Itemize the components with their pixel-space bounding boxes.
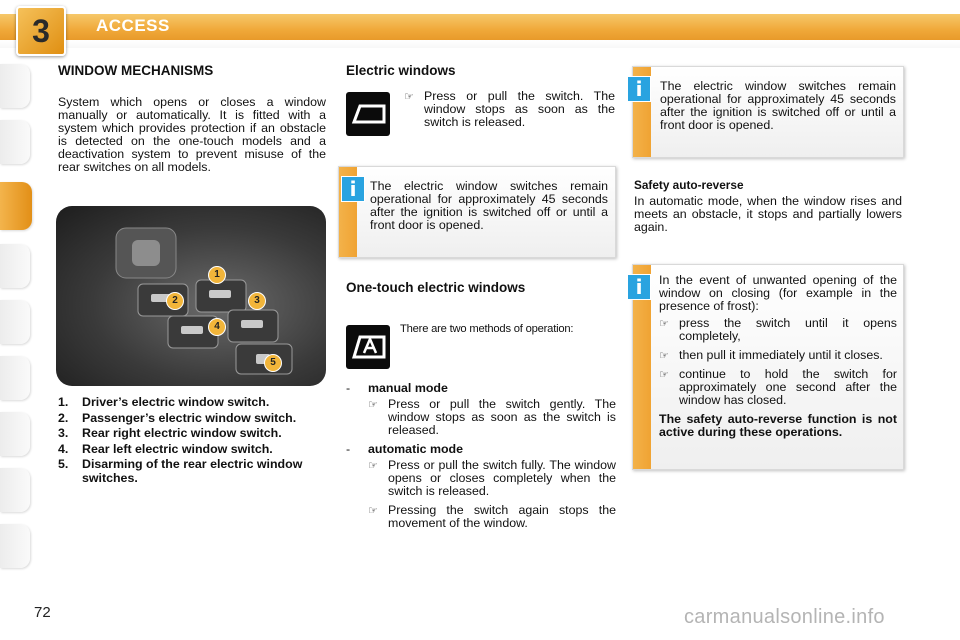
item-number: 2. xyxy=(58,410,69,425)
chapter-tab-active[interactable] xyxy=(0,182,32,230)
callout-4: 4 xyxy=(208,318,226,336)
bullet-text: then pull it immediately until it closes. xyxy=(679,348,883,362)
item-number: 4. xyxy=(58,441,69,456)
callout-1: 1 xyxy=(208,266,226,284)
window-switch-icon xyxy=(346,92,390,136)
one-touch-intro: There are two methods of operation: xyxy=(400,323,574,335)
switch-legend-list xyxy=(58,396,328,487)
section-heading-window-mechanisms: WINDOW MECHANISMS xyxy=(58,63,214,78)
pointer-icon: ☞ xyxy=(368,504,378,517)
method-manual xyxy=(346,382,616,395)
chapter-tab[interactable] xyxy=(0,468,30,512)
info-icon: i xyxy=(627,76,651,102)
list-item xyxy=(368,504,616,530)
section-heading-safety: Safety auto-reverse xyxy=(634,178,744,192)
info-icon: i xyxy=(627,274,651,300)
window-icon-graphic xyxy=(346,92,390,136)
one-touch-methods xyxy=(346,382,616,530)
callout-5: 5 xyxy=(264,354,282,372)
electric-instruction xyxy=(404,90,615,129)
section-heading-one-touch: One-touch electric windows xyxy=(346,280,526,295)
chapter-tabs xyxy=(0,64,34,574)
pointer-icon: ☞ xyxy=(368,459,378,472)
frost-info xyxy=(659,274,897,439)
bullet-text: Press or pull the switch gently. The window stops as soon as the switch is released. xyxy=(388,397,616,437)
info-text-top-right: The electric window switches remain operational for approximately 45 seconds after the ignition is switched off or until a front door is opened. xyxy=(660,79,896,132)
chapter-tab[interactable] xyxy=(0,64,30,108)
list-item xyxy=(58,458,328,485)
info-text-middle: The electric window switches remain operational for approximately 45 seconds after the ignition is switched off or until a front door is opened. xyxy=(370,179,608,232)
method-title: automatic mode xyxy=(368,442,464,456)
list-item xyxy=(659,368,897,407)
page-number: 72 xyxy=(34,604,51,621)
callout-2: 2 xyxy=(166,292,184,310)
dash: - xyxy=(346,442,351,456)
item-text: Driver’s electric window switch. xyxy=(82,395,270,409)
list-item xyxy=(58,412,328,426)
chapter-title: ACCESS xyxy=(96,16,170,35)
pointer-icon: ☞ xyxy=(659,368,669,381)
switch-panel-photo xyxy=(56,206,326,386)
dash: - xyxy=(346,381,351,395)
safety-text: In automatic mode, when the window rises and meets an obstacle, it stops and partially lowers again. xyxy=(634,194,902,234)
list-item xyxy=(368,459,616,498)
item-text: Rear left electric window switch. xyxy=(82,441,273,456)
chapter-tab[interactable] xyxy=(0,356,30,400)
chapter-tab[interactable] xyxy=(0,244,30,288)
method-title: manual mode xyxy=(368,381,448,395)
bullet-text: continue to hold the switch for approximately one second after the window has closed. xyxy=(679,367,897,407)
header-divider xyxy=(0,40,960,48)
list-item xyxy=(659,317,897,343)
intro-paragraph: System which opens or closes a window manually or automatically. It is fitted with a system which provides protection if an obstacle is detected on the one-touch models and a deactivation system to prevent misuse of the rear switches on all models. xyxy=(58,95,326,174)
pointer-icon: ☞ xyxy=(659,349,669,362)
item-text: Rear right electric window switch. xyxy=(82,426,282,440)
frost-intro: In the event of unwanted opening of the window on closing (for example in the presence of frost): xyxy=(659,273,897,313)
list-item xyxy=(659,349,897,362)
info-icon: i xyxy=(341,176,365,202)
pointer-icon: ☞ xyxy=(659,317,669,330)
bullet-text: press the switch until it opens completely, xyxy=(679,316,897,343)
item-number: 5. xyxy=(58,457,69,471)
pointer-icon: ☞ xyxy=(404,90,414,103)
chapter-number: 3 xyxy=(32,13,50,49)
list-item xyxy=(58,443,328,457)
auto-window-graphic xyxy=(346,325,390,369)
method-automatic xyxy=(346,443,616,456)
watermark: carmanualsonline.info xyxy=(684,606,885,628)
list-item xyxy=(58,396,328,410)
pointer-icon: ☞ xyxy=(368,398,378,411)
one-touch-auto-icon xyxy=(346,325,390,369)
chapter-tab[interactable] xyxy=(0,120,30,164)
item-text: Passenger’s electric window switch. xyxy=(82,410,297,425)
chapter-tab[interactable] xyxy=(0,300,30,344)
frost-note: The safety auto-reverse function is not active during these operations. xyxy=(659,412,897,439)
list-item xyxy=(58,427,328,441)
chapter-tab[interactable] xyxy=(0,412,30,456)
item-number: 1. xyxy=(58,395,69,409)
section-heading-electric-windows: Electric windows xyxy=(346,63,456,78)
item-number: 3. xyxy=(58,426,69,440)
callout-3: 3 xyxy=(248,292,266,310)
bullet-text: Press or pull the switch fully. The window opens or closes completely when the switch is released. xyxy=(388,458,616,498)
item-text: Disarming of the rear electric window switches. xyxy=(82,457,303,485)
list-item xyxy=(368,398,616,437)
bullet-text: Pressing the switch again stops the movement of the window. xyxy=(388,503,616,530)
electric-bullet-text: Press or pull the switch. The window stops as soon as the switch is released. xyxy=(424,89,615,129)
switch-panel-illustration xyxy=(56,206,326,386)
chapter-tab[interactable] xyxy=(0,524,30,568)
